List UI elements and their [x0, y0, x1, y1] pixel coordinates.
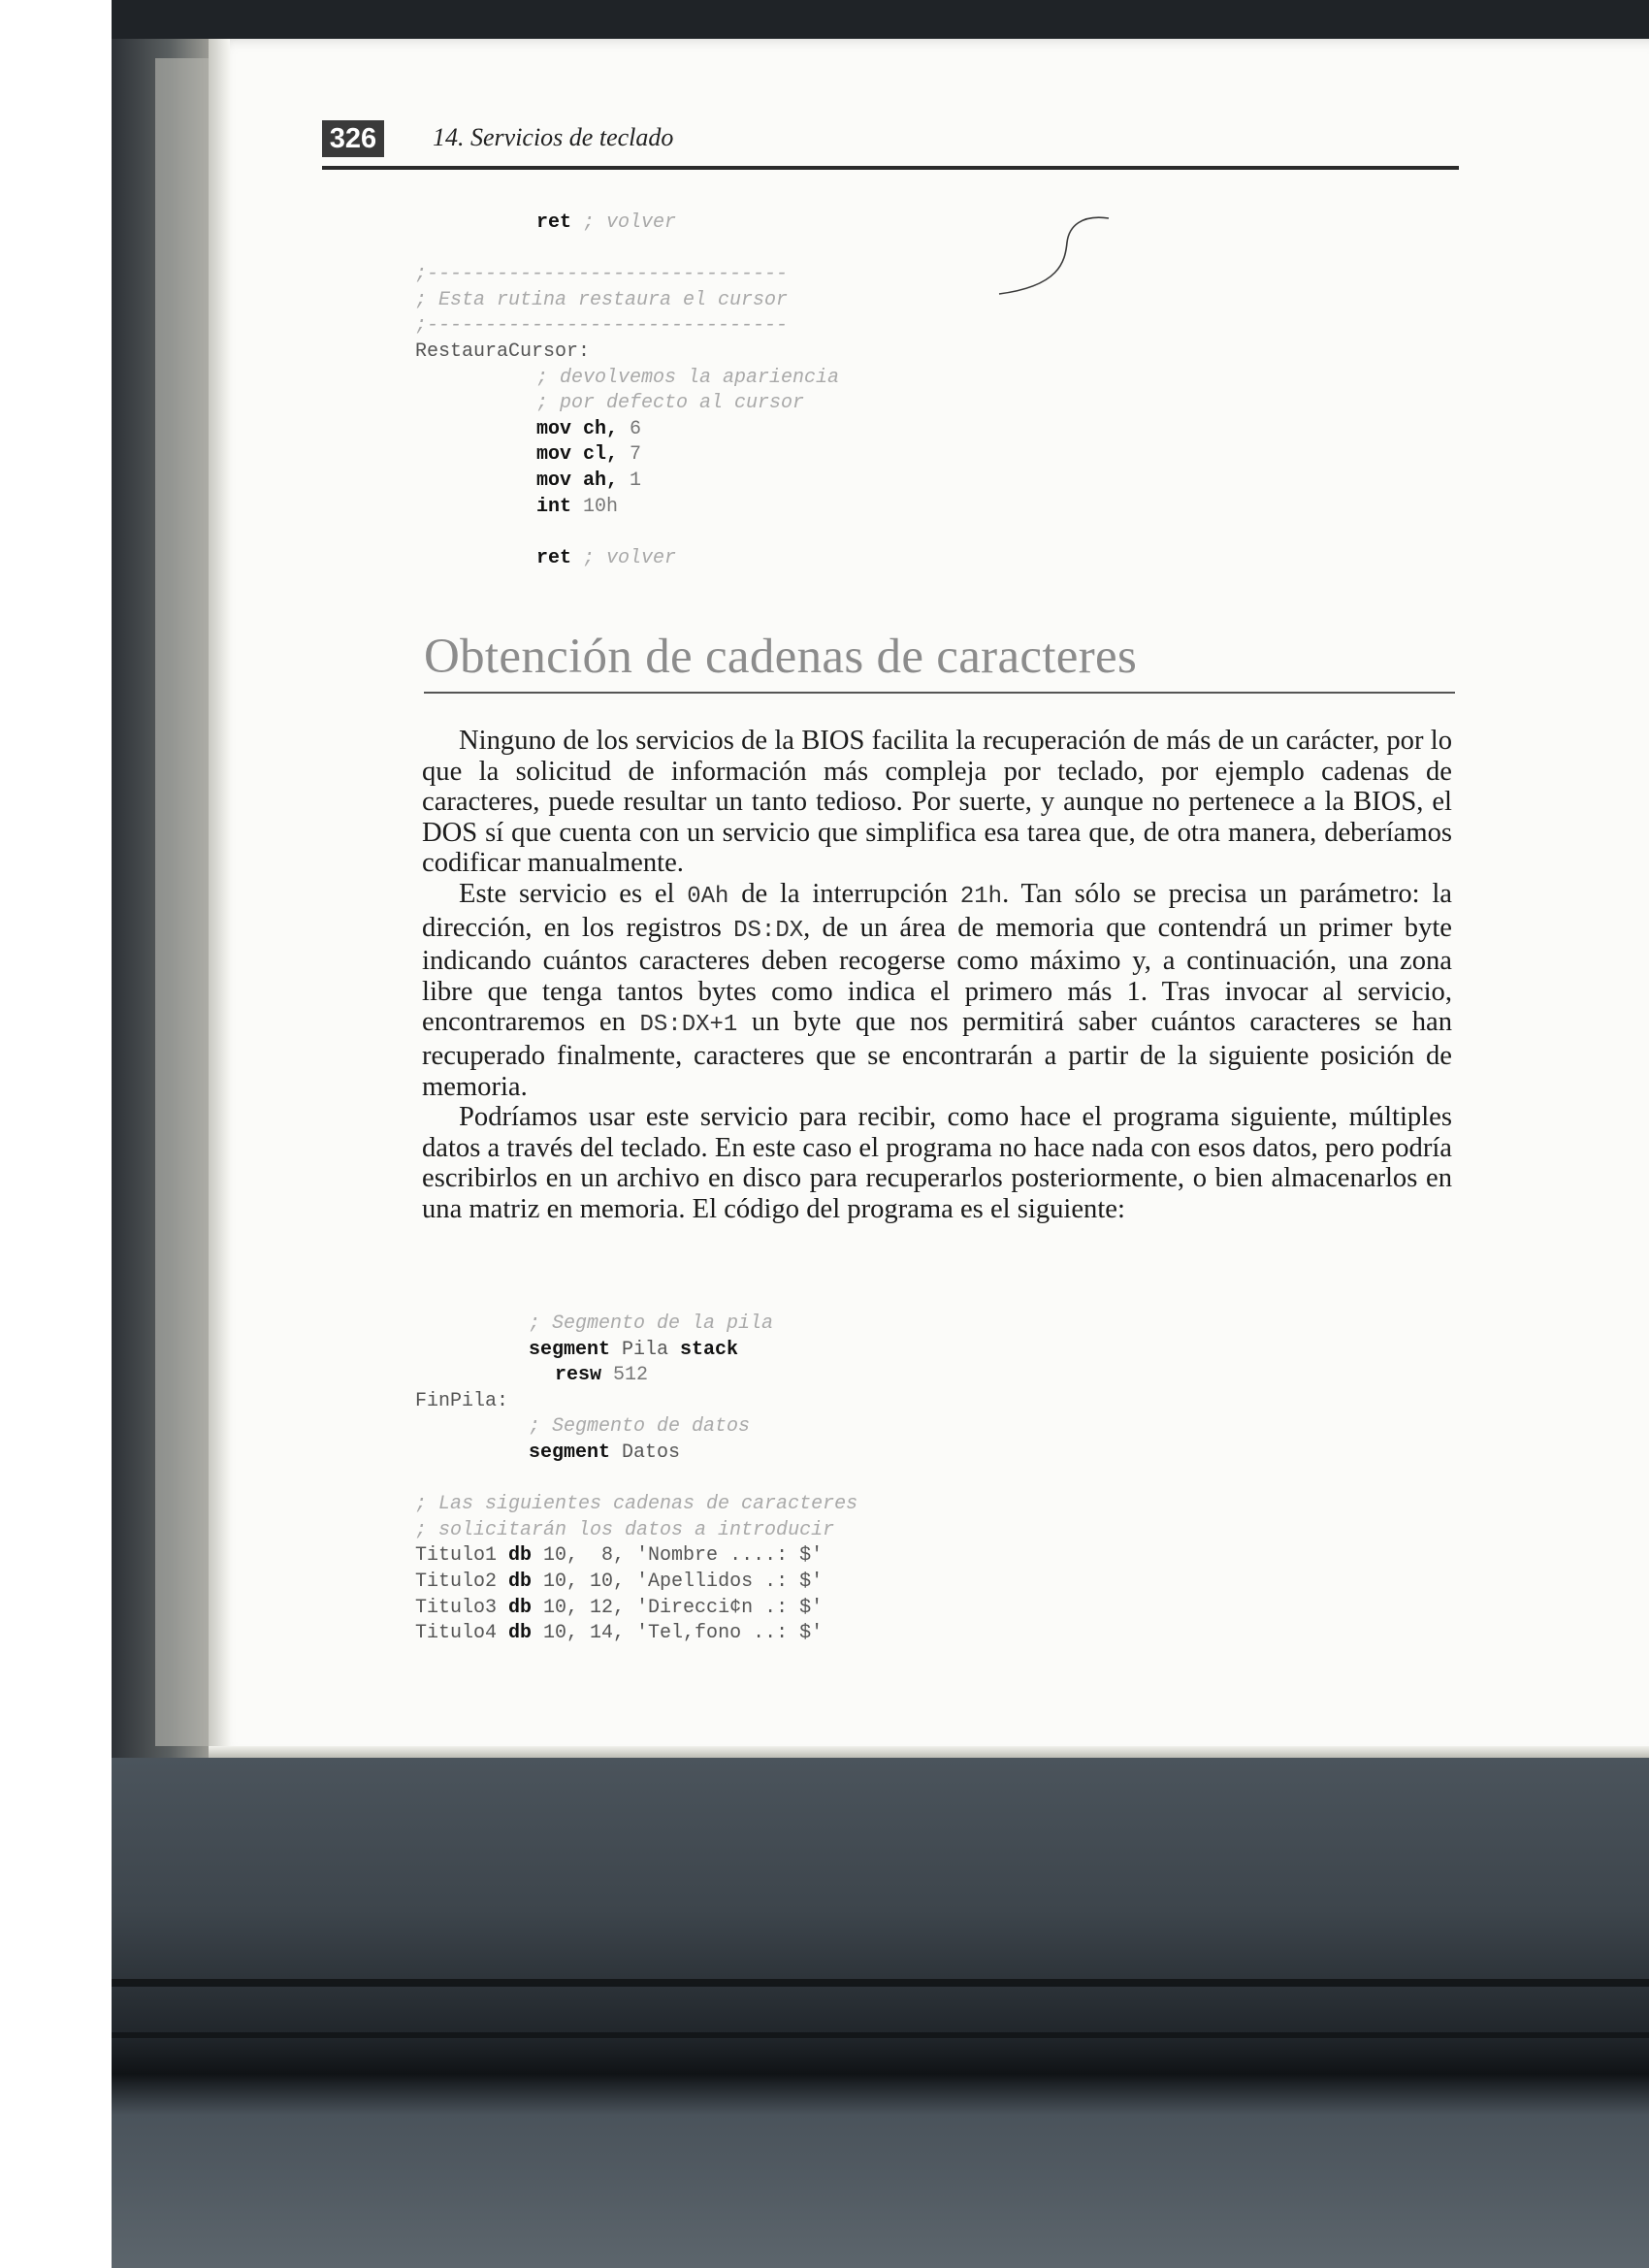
- code-token: 10h: [571, 495, 619, 518]
- text-run: Este servicio es el: [459, 878, 688, 909]
- code-token: 1: [618, 470, 642, 492]
- inline-code: DS:DX+1: [639, 1012, 738, 1039]
- code-token: db: [508, 1571, 533, 1593]
- code-token: db: [508, 1544, 533, 1568]
- code-token: 10, 10, 'Apellidos .: $': [532, 1571, 824, 1593]
- inline-code: 21h: [959, 883, 1003, 910]
- code-token: ; volver: [571, 211, 677, 234]
- code-line: [536, 366, 839, 391]
- code-line: [536, 417, 641, 442]
- code-line: [536, 391, 804, 416]
- code-line: [415, 340, 590, 365]
- code-line: [415, 288, 788, 313]
- inline-code: 0Ah: [687, 883, 729, 910]
- code-token: int: [536, 495, 572, 518]
- code-line: [536, 469, 641, 494]
- code-line: [415, 1518, 834, 1543]
- code-line: [415, 313, 788, 339]
- text-run: un byte que nos permitirá saber cuántos caracteres se han recuperado finalmente, caracteres que se encontrarán a partir de la siguiente posición de memoria.: [422, 1007, 1452, 1102]
- code-token: db: [508, 1622, 533, 1645]
- code-token: ; solicitarán los datos a introducir: [415, 1518, 835, 1541]
- code-token: segment: [529, 1338, 611, 1361]
- code-token: FinPila:: [415, 1389, 509, 1412]
- code-token: Pila: [610, 1338, 681, 1361]
- code-token: ; devolvemos la apariencia: [536, 366, 840, 389]
- body-paragraph: [422, 879, 1452, 1102]
- body-paragraph: [422, 726, 1452, 879]
- text-run: Ninguno de los servicios de la BIOS facilita la recuperación de más de un carácter, por lo que la solicitud de información más compleja por teclado, por ejemplo cadenas de caracteres, puede resultar un tanto tedioso. Por suerte, y aunque no pertenece a la BIOS, el DOS sí que cuenta con un servicio que simplifica esa tarea que, de otra manera, deberíamos codificar manualmente.: [422, 726, 1452, 879]
- body-text: [422, 726, 1452, 1225]
- code-token: ;-------------------------------: [415, 314, 789, 338]
- inline-code: DS:DX: [733, 917, 804, 944]
- code-line: [415, 1621, 823, 1646]
- pen-mark: [989, 209, 1125, 306]
- text-run: . Tan sólo se precisa un parámetro: la dirección, en los registros: [422, 878, 1452, 943]
- code-token: ; volver: [571, 546, 677, 569]
- text-run: , de un área de memoria que contendrá un primer byte indicando cuántos caracteres deben recogerse como máximo y, a continuación, una zona libre que tenga tantos bytes como indica el primero más 1. Tras invocar al servicio, encontraremos en: [422, 912, 1452, 1038]
- code-token: Datos: [610, 1442, 681, 1464]
- code-token: ret: [536, 211, 572, 234]
- code-token: mov ch,: [536, 417, 619, 440]
- code-token: ; Segmento de datos: [529, 1415, 751, 1439]
- code-line: [529, 1414, 750, 1440]
- code-token: segment: [529, 1442, 611, 1464]
- code-line: [415, 262, 788, 287]
- text-run: de la interrupción: [728, 878, 960, 909]
- code-token: ; Esta rutina restaura el cursor: [415, 288, 789, 311]
- code-line: [529, 1312, 773, 1337]
- code-token: resw: [555, 1364, 602, 1387]
- code-token: stack: [680, 1338, 739, 1361]
- section-rule: [424, 692, 1455, 694]
- code-line: [536, 442, 641, 468]
- code-line: [529, 1338, 738, 1363]
- code-line: [536, 211, 676, 236]
- running-chapter-title: 14. Servicios de teclado: [433, 123, 674, 151]
- code-line: [415, 1596, 823, 1621]
- code-line: [415, 1492, 857, 1517]
- code-token: 10, 14, 'Tel,fono ..: $': [532, 1622, 824, 1645]
- code-token: ; Segmento de la pila: [529, 1312, 774, 1335]
- body-paragraph: [422, 1102, 1452, 1224]
- code-token: Titulo1: [415, 1544, 509, 1568]
- section-heading: Obtención de cadenas de caracteres: [424, 630, 1138, 684]
- code-line: [536, 546, 676, 571]
- code-token: mov ah,: [536, 470, 619, 492]
- code-token: Titulo2: [415, 1571, 509, 1593]
- code-token: ;-------------------------------: [415, 263, 789, 286]
- code-token: 10, 12, 'Direcci¢n .: $': [532, 1596, 824, 1619]
- page-bottom-edge: [209, 1746, 1649, 1758]
- text-run: Podríamos usar este servicio para recibir, como hace el programa siguiente, múltiples datos a través del teclado. En este caso el programa no hace nada con esos datos, pero podría escribirlos en un archivo en disco para recuperarlos posteriormente, o bien almacenarlos en una matriz en memoria. El código del programa es el siguiente:: [422, 1102, 1452, 1224]
- code-line: [536, 495, 618, 520]
- code-line: [415, 1389, 508, 1414]
- code-token: RestauraCursor:: [415, 340, 591, 363]
- code-line: [415, 1570, 823, 1595]
- code-token: 512: [601, 1364, 649, 1387]
- code-token: ; por defecto al cursor: [536, 392, 805, 415]
- code-line: [415, 1543, 823, 1569]
- header-rule: [322, 166, 1459, 170]
- code-line: [529, 1441, 680, 1466]
- code-token: 10, 8, 'Nombre ....: $': [532, 1544, 824, 1568]
- code-token: ret: [536, 546, 572, 569]
- code-token: db: [508, 1596, 533, 1619]
- code-token: Titulo4: [415, 1622, 509, 1645]
- code-token: 7: [618, 443, 642, 467]
- page-number-box: 326: [322, 120, 384, 157]
- code-token: 6: [618, 417, 642, 440]
- code-line: [555, 1363, 648, 1388]
- code-token: ; Las siguientes cadenas de caracteres: [415, 1493, 858, 1516]
- code-token: mov cl,: [536, 443, 619, 467]
- code-token: Titulo3: [415, 1596, 509, 1619]
- page-gutter-shadow: [209, 39, 230, 1758]
